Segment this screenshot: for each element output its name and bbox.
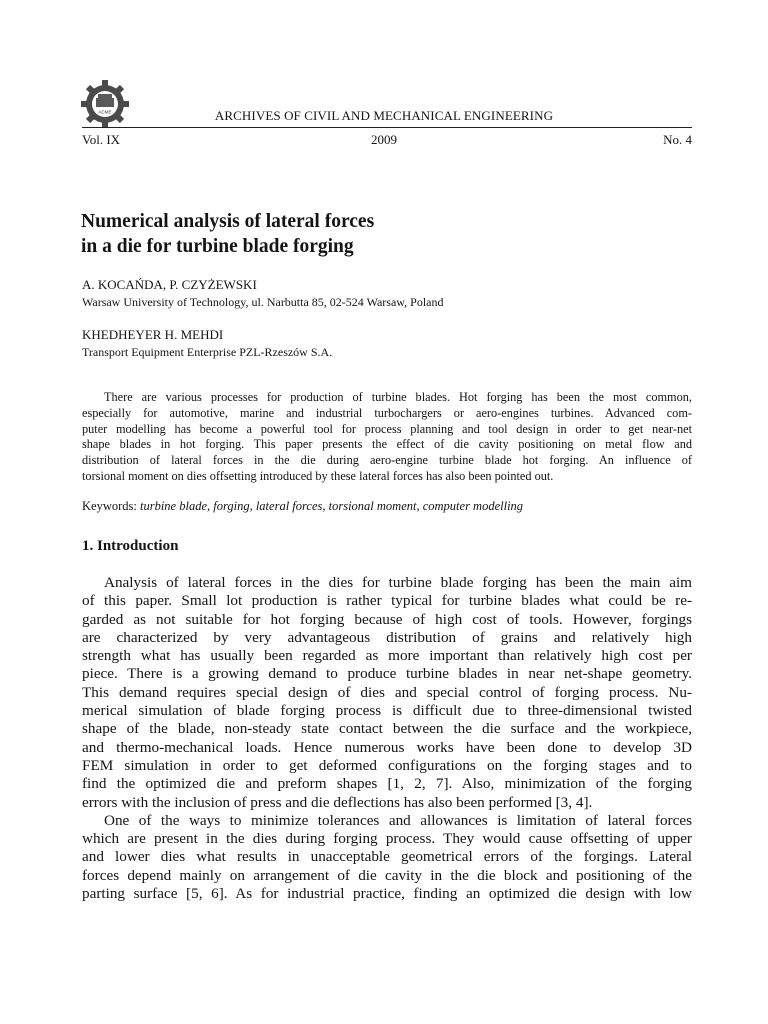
volume-label: Vol. IX bbox=[82, 132, 121, 147]
paragraph-line: FEM simulation in order to get deformed configurations on the forging stages and to bbox=[82, 756, 692, 774]
author-affiliation: Transport Equipment Enterprise PZL-Rzeszów S.A. bbox=[82, 345, 333, 359]
paragraph-line: merical simulation of blade forging process is difficult due to three-dimensional twisted bbox=[82, 702, 692, 720]
abstract-line: torsional moment on dies offsetting introduced by these lateral forces has also been pointed out. bbox=[82, 468, 554, 483]
body-text bbox=[82, 574, 692, 903]
paper-title-line-2: in a die for turbine blade forging bbox=[81, 236, 354, 257]
paragraph-line: Analysis of lateral forces in the dies for turbine blade forging has been the main aim bbox=[104, 574, 692, 591]
year-label: 2009 bbox=[371, 132, 397, 147]
logo-caption: ACME bbox=[98, 109, 112, 115]
issue-number: No. 4 bbox=[663, 132, 692, 147]
paragraph-line: of this paper. Small lot production is rather typical for turbine blades what could be re- bbox=[82, 592, 692, 610]
keywords-label: Keywords: bbox=[82, 499, 137, 513]
section-heading: 1. Introduction bbox=[82, 538, 179, 554]
abstract-line: puter modelling has become a powerful tool for process planning and tool design in order to get near-net bbox=[82, 421, 692, 436]
author-affiliation: Warsaw University of Technology, ul. Narbutta 85, 02-524 Warsaw, Poland bbox=[82, 295, 444, 309]
paragraph-line: parting surface [5, 6]. As for industrial practice, finding an optimized die design with low bbox=[82, 885, 692, 903]
paragraph-line: and thermo-mechanical loads. Hence numerous works have been done to develop 3D bbox=[82, 738, 692, 756]
paragraph-line: are characterized by very advantageous distribution of grains and relatively high bbox=[82, 628, 692, 646]
paragraph-line: which are present in the dies during forging process. They would cause offsetting of upper bbox=[82, 830, 692, 848]
author-names: KHEDHEYER H. MEHDI bbox=[82, 327, 224, 342]
keywords-list: turbine blade, forging, lateral forces, torsional moment, computer modelling bbox=[139, 499, 524, 513]
paragraph-line: One of the ways to minimize tolerances and allowances is limitation of lateral forces bbox=[104, 811, 692, 829]
keywords bbox=[82, 499, 523, 514]
author-names: A. KOCAŃDA, P. CZYŻEWSKI bbox=[82, 277, 257, 292]
header-rule bbox=[82, 127, 692, 128]
paragraph-line: garded as not suitable for hot forging because of high cost of tools. However, forgings bbox=[82, 610, 692, 628]
abstract-line: shape blades in hot forging. This paper presents the effect of die cavity positioning on metal flow and bbox=[82, 437, 692, 452]
abstract-line: There are various processes for production of turbine blades. Hot forging has been the most common, bbox=[104, 390, 692, 404]
journal-name: ARCHIVES OF CIVIL AND MECHANICAL ENGINEERING bbox=[214, 108, 554, 123]
abstract-line: distribution of lateral forces in the die during aero-engine turbine blade hot forging. An influence of bbox=[82, 453, 692, 468]
paragraph-line: find the optimized die and preform shapes [1, 2, 7]. Also, minimization of the forging bbox=[82, 775, 692, 793]
paragraph-line: shape of the blade, non-steady state contact between the die surface and the workpiece, bbox=[82, 720, 692, 738]
paragraph-line: This demand requires special design of dies and special control of forging process. Nu- bbox=[82, 683, 692, 701]
paragraph-line: piece. There is a growing demand to produce turbine blades in near net-shape geometry. bbox=[82, 665, 692, 683]
abstract bbox=[82, 390, 692, 485]
paragraph-line: forces depend mainly on arrangement of die cavity in the die block and positioning of the bbox=[82, 866, 692, 884]
paragraph-line: strength what has usually been regarded as more important than relatively high cost per bbox=[82, 647, 692, 665]
abstract-line: especially for automotive, marine and industrial turbochargers or aero-engines turbines. Advanced com- bbox=[82, 405, 692, 420]
paragraph-line: errors with the inclusion of press and die deflections has also been performed [3, 4]. bbox=[82, 793, 593, 811]
paragraph-line: and lower dies what results in unacceptable geometrical errors of the forgings. Lateral bbox=[82, 848, 692, 866]
paper-title-line-1: Numerical analysis of lateral forces bbox=[81, 211, 375, 232]
